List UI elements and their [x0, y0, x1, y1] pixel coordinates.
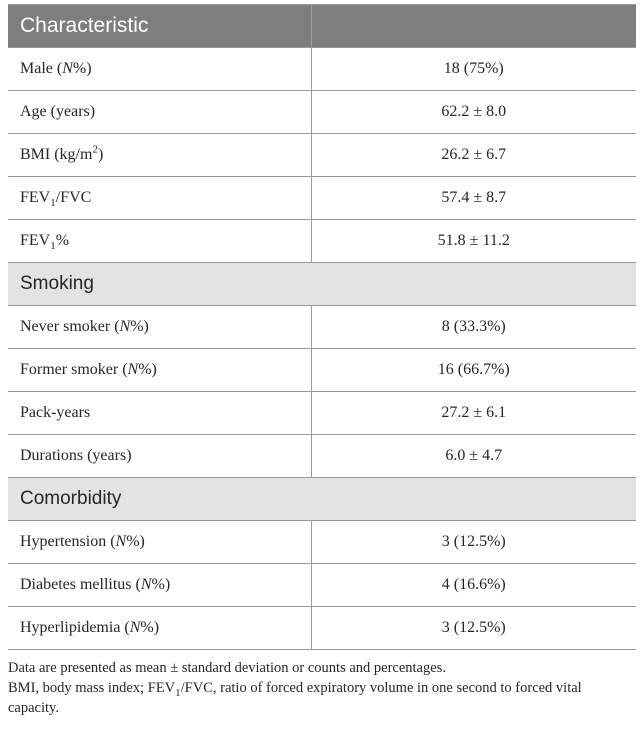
section-header-comorbidity — [8, 478, 636, 521]
section-title: Smoking — [8, 263, 636, 306]
table-row-former-smoker — [8, 349, 636, 392]
table-row-age — [8, 91, 636, 134]
row-label: BMI $(kg/m^2)$ — [8, 134, 311, 177]
row-value: 27.2 ± 6.1 — [311, 392, 636, 435]
row-label: Hyperlipidemia (N%) — [8, 607, 311, 650]
row-value: 3 (12.5%) — [311, 521, 636, 564]
table-row-durations — [8, 435, 636, 478]
row-value: 62.2 ± 8.0 — [311, 91, 636, 134]
table-row-diabetes — [8, 564, 636, 607]
section-title: Comorbidity — [8, 478, 636, 521]
row-label: Male (N%) — [8, 48, 311, 91]
table-row-fev1-percent — [8, 220, 636, 263]
row-label: Former smoker (N%) — [8, 349, 311, 392]
table-row-hypertension — [8, 521, 636, 564]
row-value: 8 (33.3%) — [311, 306, 636, 349]
row-value: 3 (12.5%) — [311, 607, 636, 650]
table-footnotes — [8, 658, 636, 718]
table-row-fev1-fvc — [8, 177, 636, 220]
row-label: Pack-years — [8, 392, 311, 435]
row-value: 16 (66.7%) — [311, 349, 636, 392]
table-row-male — [8, 48, 636, 91]
row-label: $FEV_1\%$ — [8, 220, 311, 263]
table-row-never-smoker — [8, 306, 636, 349]
characteristics-table-figure — [8, 4, 636, 718]
table-header-row — [8, 5, 636, 48]
row-value: 6.0 ± 4.7 — [311, 435, 636, 478]
table-row-bmi — [8, 134, 636, 177]
table-row-hyperlipidemia — [8, 607, 636, 650]
header-value — [311, 5, 636, 48]
row-value: 51.8 ± 11.2 — [311, 220, 636, 263]
section-header-smoking — [8, 263, 636, 306]
row-label: Diabetes mellitus (N%) — [8, 564, 311, 607]
row-label: $FEV_1$/FVC — [8, 177, 311, 220]
footnote-line: Data are presented as mean ± standard deviation or counts and percentages. — [8, 660, 446, 676]
row-value: 18 (75%) — [311, 48, 636, 91]
row-value: 26.2 ± 6.7 — [311, 134, 636, 177]
characteristics-table — [8, 4, 636, 650]
row-label: Age (years) — [8, 91, 311, 134]
header-characteristic: Characteristic — [8, 5, 311, 48]
table-row-pack-years — [8, 392, 636, 435]
footnote-abbreviations: BMI, body mass index; $FEV_1$/FVC, ratio of forced expiratory volume in one second to forced vital capacity. — [8, 680, 582, 716]
row-label: Never smoker (N%) — [8, 306, 311, 349]
row-value: 57.4 ± 8.7 — [311, 177, 636, 220]
row-value: 4 (16.6%) — [311, 564, 636, 607]
row-label: Durations (years) — [8, 435, 311, 478]
row-label: Hypertension (N%) — [8, 521, 311, 564]
